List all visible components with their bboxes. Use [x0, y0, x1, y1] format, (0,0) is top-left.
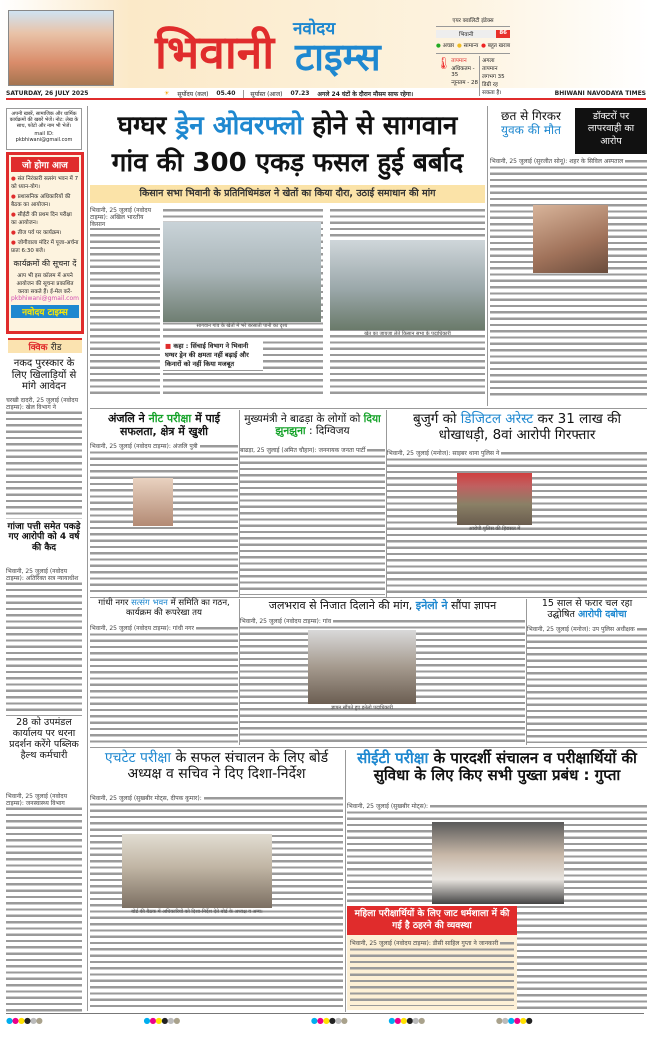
text-block: ●: [11, 240, 16, 246]
row4-story-1-headline: [90, 750, 343, 782]
row2-0-headline-a: अंजलि ने: [107, 412, 145, 425]
text-block: [350, 940, 514, 1006]
row4-1-headline-b: के पारदर्शी संचालन व परीक्षार्थियों की सुविधा के लिए किए सभी पुख्ता प्रबंध : गुप्ता: [373, 749, 637, 785]
masthead-title-sub: नवोदय: [293, 19, 336, 39]
text-block: ●: [161, 1016, 168, 1025]
lead-headline-c: होने से सागवान: [312, 111, 458, 141]
row2-0-dateline: भिवानी, 25 जुलाई (नवोदय टाइम्स): अंजलि पुत्री: [90, 443, 198, 450]
text-block: ■: [165, 342, 172, 350]
row3-1-dateline: भिवानी, 25 जुलाई (नवोदय टाइम्स): गांव: [240, 618, 332, 625]
aqi-legend-moderate: [457, 41, 478, 49]
women-candidates-box: [347, 906, 517, 1010]
left-today-items-4: जोगीवाला मंदिर में पूजा-अर्चना प्रातः 6:30 बजे।: [11, 240, 79, 254]
text-block: ●: [155, 1016, 162, 1025]
left-story-1-headline: नकद पुरस्कार के लिए खिलाड़ियों से मांगे आवेदन: [11, 358, 77, 392]
text-block: ●: [418, 1016, 425, 1025]
row3-2-headline-b: आरोपी दबोचा: [577, 608, 627, 620]
left-today-notice-title: कार्यक्रमों की सूचना दें: [13, 259, 77, 268]
row3-story-2-headline: [240, 600, 525, 613]
row2-2-dateline: भिवानी, 25 जुलाई (मनोज): साइबर थाना पुलिस ने: [387, 450, 500, 457]
row3-1-caption: ज्ञापन सौंपते हुए इनेलो पदाधिकारी: [331, 705, 393, 711]
right-top-headline-a: छत से गिरकर: [501, 109, 561, 123]
divider: [239, 410, 240, 598]
today-item: [11, 210, 79, 226]
masthead-temp-max: अधिकतम - 35: [451, 66, 475, 78]
row2-story-2-headline: [240, 413, 385, 437]
date-bar: [6, 89, 646, 100]
left-story-2-body: [6, 568, 82, 716]
left-stories-1-dateline: भिवानी, 25 जुलाई (नवोदय टाइम्स): अतिरिक्त सत्र न्यायाधीश: [6, 568, 82, 582]
row2-story-1-headline: [90, 413, 238, 438]
text-block: ●: [143, 1016, 150, 1025]
lead-photo-1: [163, 222, 321, 322]
text-block: ●: [501, 1016, 508, 1025]
lead-headline-d: गांव की 300 एकड़ फसल हुई बर्बाद: [111, 148, 464, 178]
masthead-sunset: 07.23: [290, 90, 310, 97]
row4-1-dateline: भिवानी, 25 जुलाई (सुखबीर मोट्स):: [347, 803, 429, 810]
row4-0-dateline: भिवानी, 25 जुलाई (सुखबीर मोट्स, दीपक कुमार):: [90, 795, 202, 802]
left-story-1-body: [6, 397, 82, 519]
text-block: ●: [11, 194, 16, 200]
text-block: ●: [322, 1016, 329, 1025]
row3-1-headline-c: सौंपा ज्ञापन: [451, 599, 497, 612]
row3-2-headline-a: 15 साल से फरार चल रहा उद्घोषित: [541, 598, 633, 620]
lead-caption2: खेत का जायजा लेते किसान सभा के पदाधिकारी: [364, 331, 451, 337]
text-block: ●: [406, 1016, 413, 1025]
row3-0-headline-c: में समिति का गठन, कार्यक्रम की रूपरेखा तय: [126, 598, 230, 618]
row3-0-dateline: भिवानी, 25 जुलाई (नवोदय टाइम्स): गांधी नगर: [90, 625, 195, 632]
masthead-aqi-value: 86: [496, 30, 510, 38]
text-block: ●: [310, 1016, 317, 1025]
row3-story-1-headline: [90, 599, 238, 619]
right-top-body: [490, 158, 647, 398]
divider: [87, 106, 88, 1011]
divider: [386, 410, 387, 598]
text-block: ●: [394, 1016, 401, 1025]
divider: [90, 747, 647, 748]
divider: [239, 599, 240, 745]
divider: [90, 408, 647, 409]
row4-1-box-dateline: भिवानी, 25 जुलाई (नवोदय टाइम्स): डीसी साहिल गुप्ता ने जानकारी: [350, 940, 499, 947]
left-stories-0-dateline: चरखी दादरी, 25 जुलाई (नवोदय टाइम्स): खेल विभाग ने: [6, 397, 82, 411]
masthead-sunset-label: सूर्यास्त (आज): [243, 90, 282, 98]
text-block: ●: [525, 1016, 532, 1025]
text-block: ●: [316, 1016, 323, 1025]
divider: [487, 106, 488, 406]
email-link[interactable]: pkbhiwani@gmail.com: [11, 295, 80, 302]
row2-2-headline-a: बुजुर्ग को: [413, 411, 457, 427]
row2-2-headline-c: कर 31 लाख की धोखाधड़ी, 8वां आरोपी गिरफ्तार: [438, 411, 621, 443]
row4-0-headline-a: एचटेट परीक्षा: [104, 750, 171, 766]
masthead-aqi-legend-2: बहुत खराब: [487, 43, 510, 49]
masthead-title-side: टाइम्स: [295, 35, 381, 79]
row2-0-headline-c: में पाई सफलता, क्षेत्र में खुशी: [119, 412, 221, 438]
lead-quote: [163, 340, 263, 371]
text-block: [436, 41, 510, 49]
right-top-headline-b: युवक की मौत: [501, 122, 561, 137]
masthead-temp-min: न्यूनतम - 28: [451, 80, 479, 86]
lead-headline: [90, 108, 485, 182]
masthead-aqi-city: भिवानी: [459, 32, 474, 38]
text-block: ●: [173, 1016, 180, 1025]
row3-0-headline-a: गांधी नगर: [98, 598, 129, 608]
today-box: [6, 152, 84, 334]
right-top-dateline: भिवानी, 25 जुलाई (सुरजीत सोनू): शहर के सिविल अस्पताल: [490, 158, 624, 165]
today-item: [11, 192, 79, 208]
row4-0-headline-b: के सफल संचालन के लिए बोर्ड अध्यक्ष व सचिव ने दिए दिशा-निर्देश: [127, 750, 329, 783]
aqi-legend-good: [436, 41, 454, 49]
row3-2-dateline: भिवानी, 25 जुलाई (मनोज): उप पुलिस अधीक्षक: [527, 626, 635, 633]
masthead-aqi-legend-1: सामान्य: [463, 43, 479, 49]
divider: [345, 750, 346, 1012]
info-box: [6, 108, 82, 150]
masthead-title: [155, 19, 405, 82]
lead-photo-2: [330, 240, 485, 330]
lead-headline-b: ड्रेन ओवरफ्लो: [175, 111, 304, 141]
left-story-2-headline: गांजा पत्ती समेत पकड़े गए आरोपी को 4 वर्ष की कैद: [7, 522, 81, 553]
left-story-3-headline: 28 को उपमंडल कार्यालय पर धरना प्रदर्शन करेंगे पब्लिक हैल्थ कर्मचारी: [9, 717, 79, 761]
student-photo: [133, 478, 173, 526]
row3-0-headline-b: सत्संग भवन: [131, 598, 168, 608]
memorandum-photo: [308, 630, 416, 704]
row3-story-3-headline: [527, 599, 647, 621]
row4-1-headline-a: सीईटी परीक्षा: [357, 749, 429, 767]
row2-1-headline-a: मुख्यमंत्री ने बाढड़ा के लोगों को: [244, 413, 361, 425]
row3-story-3-body: [527, 626, 647, 743]
divider: [526, 599, 527, 745]
text-block: ●: [513, 1016, 520, 1025]
text-block: ●: [412, 1016, 419, 1025]
masthead-temp-note: अगला तापमान लगभग 35 डिग्री रह सकता है।: [479, 56, 510, 96]
masthead-title-main: भिवानी: [155, 25, 275, 79]
text-block: ●: [328, 1016, 335, 1025]
text-block: ●: [519, 1016, 526, 1025]
masthead-aqi-legend-0: अच्छा: [442, 43, 455, 49]
text-block: ●: [35, 1016, 42, 1025]
masthead-brand-en: BHIWANI NAVODAYA TIMES: [554, 90, 646, 97]
masthead-date: SATURDAY, 26 JULY 2025: [6, 90, 89, 97]
left-today-items-0: संत निरंकारी सत्संग भवन में 7 को ध्यान-योग।: [11, 176, 79, 190]
row2-story-2-body: [240, 447, 385, 595]
text-block: ●: [11, 176, 16, 182]
registration-marks: [6, 1016, 646, 1026]
left-quick-read-label-a: क्विक: [28, 343, 48, 353]
right-top-box: डॉक्टरों पर लापरवाही का आरोप: [575, 108, 647, 154]
row3-story-1-body: [90, 625, 238, 743]
text-block: ●: [23, 1016, 30, 1025]
row3-1-headline-b: इनेलो ने: [415, 599, 448, 612]
press-conference-photo: [432, 822, 564, 904]
left-quick-read-label-b: रीड: [50, 343, 62, 353]
masthead-weather-note: अगले 24 घंटों के दौरान मौसम साफ रहेगा।: [317, 90, 414, 98]
text-block: ●: [17, 1016, 24, 1025]
text-block: ●: [6, 1016, 12, 1025]
temple-photo: [8, 10, 114, 86]
text-block: ●: [340, 1016, 347, 1025]
text-block: ●: [507, 1016, 514, 1025]
masthead-aqi-title: एयर क्वालिटी इंडेक्स: [436, 16, 510, 27]
today-item: [11, 228, 79, 236]
row4-0-caption: बोर्ड की बैठक में अधिकारियों को दिशा-निर्देश देते बोर्ड के अध्यक्ष व अन्य।: [131, 909, 263, 915]
board-meeting-photo: [122, 834, 272, 908]
text-block: ●: [334, 1016, 341, 1025]
text-block: ●: [388, 1016, 395, 1025]
row2-1-headline-c: : दिग्विजय: [309, 425, 350, 438]
row2-2-headline-b: डिजिटल अरेस्ट: [460, 411, 534, 427]
text-block: ●: [11, 212, 16, 218]
left-today-items-2: सीईटी की प्रथम दिन परीक्षा का आयोजन।: [11, 212, 72, 226]
text-block: ●: [167, 1016, 174, 1025]
right-top-headline: [490, 110, 572, 138]
quick-read-banner: [8, 338, 82, 353]
text-block: ●: [481, 43, 486, 49]
row2-1-headline-b: दिया झुनझुना: [275, 413, 381, 438]
row2-0-headline-b: नीट परीक्षा: [148, 412, 192, 425]
left-today-items-1: प्रशासनिक अधिकारियों की बैठक का आयोजन।: [11, 194, 71, 208]
sun-icon: ☀: [164, 90, 170, 97]
text-block: ●: [400, 1016, 407, 1025]
text-block: ●: [457, 43, 462, 49]
left-stories-2-dateline: भिवानी, 25 जुलाई (नवोदय टाइम्स): जनस्वास्थ्य विभाग: [6, 793, 82, 807]
lead-headline-a: घग्घर: [117, 111, 167, 141]
arrest-photo: [457, 473, 532, 525]
lead-quote: कहा : सिंचाई विभाग ने भिवानी घग्घर ड्रेन की क्षमता नहीं बढ़ाई और किनारों को नहीं किया मजबूत: [165, 342, 249, 368]
aqi-legend-poor: [481, 41, 510, 49]
masthead-temp-label: तापमान: [451, 58, 467, 64]
lead-caption1: सागवान गांव के खेतों में भरे बरसाती पानी का दृश्य: [196, 323, 288, 329]
text-block: ●: [29, 1016, 36, 1025]
left-story-3-body: [6, 793, 82, 1013]
aqi-box: [436, 16, 510, 96]
left-today-brand: नवोदय टाइम्स: [11, 305, 79, 318]
left-today-items-3: तीज पर्व पर कार्यक्रम।: [17, 230, 62, 236]
today-item: [11, 174, 79, 190]
lead-dateline: भिवानी, 25 जुलाई (नवोदय टाइम्स): अखिल भारतीय किसान: [90, 207, 160, 228]
masthead-sunrise-label: सूर्योदय (कल): [177, 90, 209, 98]
right-top-photo: [533, 205, 608, 273]
left-info-box-text: अपनी खबरें, सामाजिक और धार्मिक कार्यक्रमों की खबरें भेजें। नोट: लेख के साथ, फोटो और नाम भी भेजें।: [9, 111, 79, 129]
text-block: ●: [149, 1016, 156, 1025]
divider: [6, 1013, 644, 1014]
text-block: ●: [11, 230, 16, 236]
text-block: ●: [11, 1016, 18, 1025]
row3-1-headline-a: जलभराव से निजात दिलाने की मांग,: [268, 599, 413, 612]
text-block: ●: [495, 1016, 502, 1025]
text-block: ●: [436, 43, 441, 49]
row2-2-caption: आरोपी पुलिस की हिरासत में: [468, 526, 521, 532]
text-block: [436, 30, 510, 38]
row2-1-dateline: बाढड़ा, 25 जुलाई (अमित चौहान): जननायक जनता पार्टी: [240, 447, 366, 454]
left-info-box-email: mail ID: pkbhiwani@gmail.com: [15, 131, 73, 143]
row2-story-3-headline: [387, 412, 647, 443]
lead-body-col1: [90, 207, 160, 395]
left-today-notice-text: आप भी इस कॉलम में अपने आयोजन की सूचना प्रकाशित करवा सकते हैं। ई-मेल करें-: [16, 273, 74, 295]
thermometer-icon: 🌡: [436, 56, 452, 70]
today-item: [11, 238, 79, 254]
row4-1-box: महिला परीक्षार्थियों के लिए जाट धर्मशाला में की गई है ठहरने की व्यवस्था: [347, 906, 517, 935]
row4-story-2-headline: [347, 750, 647, 785]
lead-subhead: किसान सभा भिवानी के प्रतिनिधिमंडल ने खेतों का किया दौरा, उठाई समाधान की मांग: [90, 185, 485, 203]
left-today-title: जो होगा आज: [11, 157, 79, 172]
masthead-sunrise: 05.40: [216, 90, 236, 97]
